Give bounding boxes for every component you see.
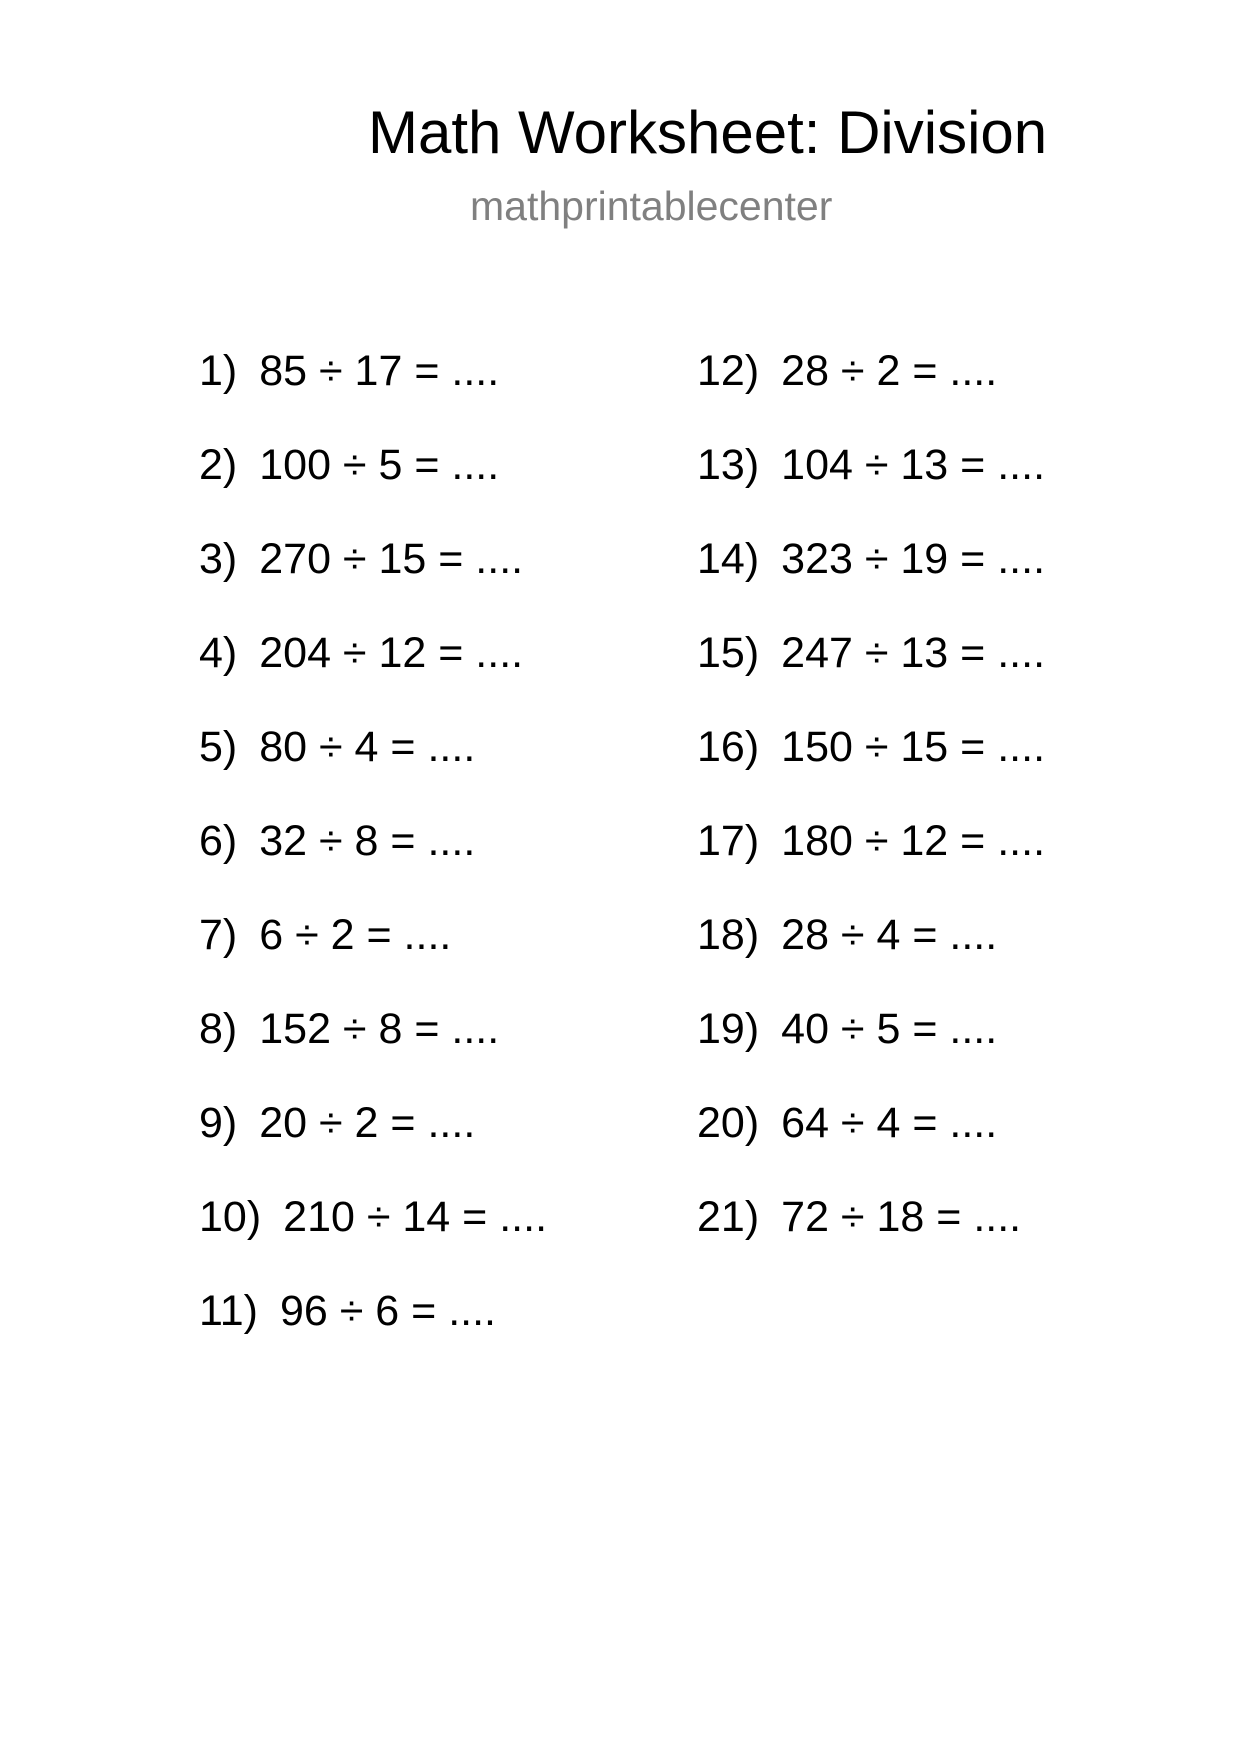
problem-number: 15) [697, 629, 760, 677]
problem-expression: 180 ÷ 12 = .... [781, 817, 1046, 865]
problem-item [697, 722, 1045, 772]
problem-item [697, 910, 997, 960]
problem-expression: 32 ÷ 8 = .... [259, 817, 476, 865]
page-title: Math Worksheet: Division [368, 99, 1048, 166]
problem-expression: 204 ÷ 12 = .... [259, 629, 524, 677]
problem-expression: 323 ÷ 19 = .... [781, 535, 1046, 583]
problem-expression: 152 ÷ 8 = .... [259, 1005, 500, 1053]
problem-expression: 80 ÷ 4 = .... [259, 723, 476, 771]
problem-item [199, 534, 523, 584]
problem-item [199, 1192, 547, 1242]
problem-item [199, 722, 475, 772]
problem-number: 18) [697, 911, 760, 959]
problem-expression: 104 ÷ 13 = .... [781, 441, 1046, 489]
problem-item [697, 346, 997, 396]
problem-expression: 247 ÷ 13 = .... [781, 629, 1046, 677]
problem-item [199, 1004, 499, 1054]
problem-item [199, 816, 475, 866]
problem-item [697, 816, 1045, 866]
problem-item [697, 1098, 997, 1148]
problem-number: 2) [199, 441, 238, 489]
problem-item [199, 910, 451, 960]
problem-number: 20) [697, 1099, 760, 1147]
problem-number: 12) [697, 347, 760, 395]
problem-item [199, 1286, 496, 1336]
problem-expression: 85 ÷ 17 = .... [259, 347, 500, 395]
problem-item [199, 628, 523, 678]
problem-expression: 150 ÷ 15 = .... [781, 723, 1046, 771]
problem-item [199, 440, 499, 490]
problem-item [199, 346, 499, 396]
problem-number: 11) [199, 1287, 258, 1335]
problem-number: 10) [199, 1193, 262, 1241]
problem-expression: 28 ÷ 4 = .... [781, 911, 998, 959]
problem-number: 3) [199, 535, 238, 583]
problem-number: 19) [697, 1005, 760, 1053]
problem-number: 14) [697, 535, 760, 583]
problem-expression: 28 ÷ 2 = .... [781, 347, 998, 395]
problem-expression: 40 ÷ 5 = .... [781, 1005, 998, 1053]
problem-item [199, 1098, 475, 1148]
problem-expression: 100 ÷ 5 = .... [259, 441, 500, 489]
problem-number: 13) [697, 441, 760, 489]
problem-number: 17) [697, 817, 760, 865]
problem-expression: 6 ÷ 2 = .... [259, 911, 452, 959]
page-subtitle: mathprintablecenter [470, 183, 833, 229]
problem-number: 7) [199, 911, 238, 959]
problem-number: 16) [697, 723, 760, 771]
problem-expression: 64 ÷ 4 = .... [781, 1099, 998, 1147]
problem-number: 1) [199, 347, 238, 395]
problem-expression: 270 ÷ 15 = .... [259, 535, 524, 583]
problem-item [697, 1004, 997, 1054]
problem-number: 4) [199, 629, 238, 677]
problem-expression: 96 ÷ 6 = .... [279, 1287, 496, 1335]
problem-item [697, 440, 1045, 490]
problem-item [697, 628, 1045, 678]
problem-expression: 20 ÷ 2 = .... [259, 1099, 476, 1147]
problem-number: 21) [697, 1193, 760, 1241]
problem-number: 9) [199, 1099, 238, 1147]
problem-expression: 72 ÷ 18 = .... [781, 1193, 1022, 1241]
problem-expression: 210 ÷ 14 = .... [283, 1193, 548, 1241]
problem-item [697, 534, 1045, 584]
problem-number: 5) [199, 723, 238, 771]
problem-number: 8) [199, 1005, 238, 1053]
problem-number: 6) [199, 817, 238, 865]
problem-item [697, 1192, 1021, 1242]
